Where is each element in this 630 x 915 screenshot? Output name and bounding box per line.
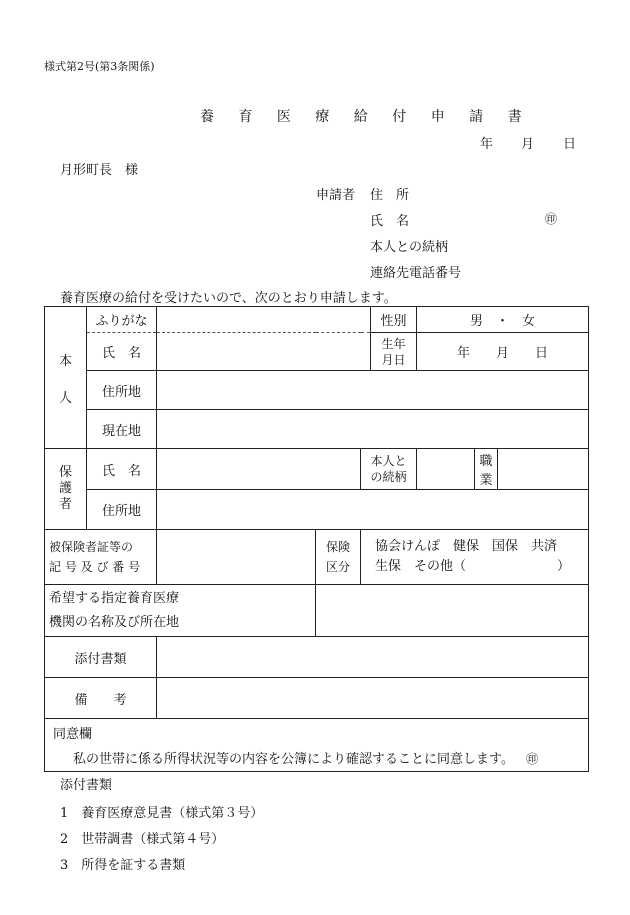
applicant-address-label: 住 所 <box>370 188 410 203</box>
person-section-label: 本 人 <box>45 307 87 449</box>
application-table <box>44 306 589 772</box>
applicant-relationship-label: 本人との続柄 <box>370 240 449 255</box>
person-current-label: 現在地 <box>87 410 157 449</box>
applicant-label: 申請者 <box>316 188 356 203</box>
consent-text: 私の世帯に係る所得状況等の内容を公簿により確認することに同意します。 <box>73 752 514 767</box>
attachment-label: 添付書類 <box>45 637 157 678</box>
remarks-label: 備 考 <box>45 678 157 719</box>
insurance-options[interactable]: 協会けんぽ 健保 国保 共済 生保 その他（ ） <box>361 530 589 585</box>
guardian-name-field[interactable] <box>157 449 361 490</box>
consent-seal-mark: ㊞ <box>526 752 539 766</box>
furigana-label: ふりがな <box>87 307 157 333</box>
person-name-field[interactable] <box>157 333 371 371</box>
person-current-field[interactable] <box>157 410 589 449</box>
guardian-relationship-field[interactable] <box>417 449 475 490</box>
attachments-title: 添付書類 <box>60 778 113 793</box>
date-month: 月 <box>521 137 535 152</box>
guardian-job-label: 職業 <box>475 449 498 490</box>
guardian-job-field[interactable] <box>498 449 589 490</box>
form-code: 様式第2号(第3条関係) <box>44 60 155 73</box>
date-year: 年 <box>480 137 494 152</box>
sex-label: 性別 <box>371 307 417 333</box>
guardian-section-label: 保護者 <box>45 449 87 530</box>
insurance-category-label: 保険 区分 <box>316 530 361 585</box>
birth-label: 生年 月日 <box>371 333 417 371</box>
applicant-phone-label: 連絡先電話番号 <box>370 266 462 281</box>
insurance-number-label: 被保険者証等の 記 号 及 び 番 号 <box>45 530 157 585</box>
guardian-address-field[interactable] <box>157 490 589 530</box>
guardian-address-label: 住所地 <box>87 490 157 530</box>
person-name-label: 氏 名 <box>87 333 157 371</box>
person-address-field[interactable] <box>157 371 589 410</box>
addressee: 月形町長 様 <box>60 163 139 178</box>
attachment-item: 3 所得を証する書類 <box>60 858 186 873</box>
guardian-name-label: 氏 名 <box>87 449 157 490</box>
consent-title: 同意欄 <box>53 727 93 742</box>
applicant-name-label: 氏 名 <box>370 214 410 229</box>
insurance-number-field[interactable] <box>157 530 316 585</box>
intro-text: 養育医療の給付を受けたいので、次のとおり申請します。 <box>60 291 397 306</box>
consent-cell <box>45 719 589 772</box>
furigana-field[interactable] <box>157 307 371 333</box>
person-address-label: 住所地 <box>87 371 157 410</box>
form-title: 養 育 医 療 給 付 申 請 書 <box>200 109 532 125</box>
applicant-seal-mark: ㊞ <box>545 212 558 226</box>
sex-options[interactable]: 男 ・ 女 <box>417 307 589 333</box>
attachment-item: 1 養育医療意見書（様式第３号） <box>60 806 264 821</box>
hospital-label: 希望する指定養育医療 機関の名称及び所在地 <box>45 585 316 637</box>
guardian-relationship-label: 本人と の続柄 <box>361 449 417 490</box>
hospital-field[interactable] <box>316 585 589 637</box>
attachment-field[interactable] <box>157 637 589 678</box>
birth-field[interactable]: 年 月 日 <box>417 333 589 371</box>
date-day: 日 <box>563 137 577 152</box>
attachment-item: 2 世帯調書（様式第４号） <box>60 832 225 847</box>
remarks-field[interactable] <box>157 678 589 719</box>
